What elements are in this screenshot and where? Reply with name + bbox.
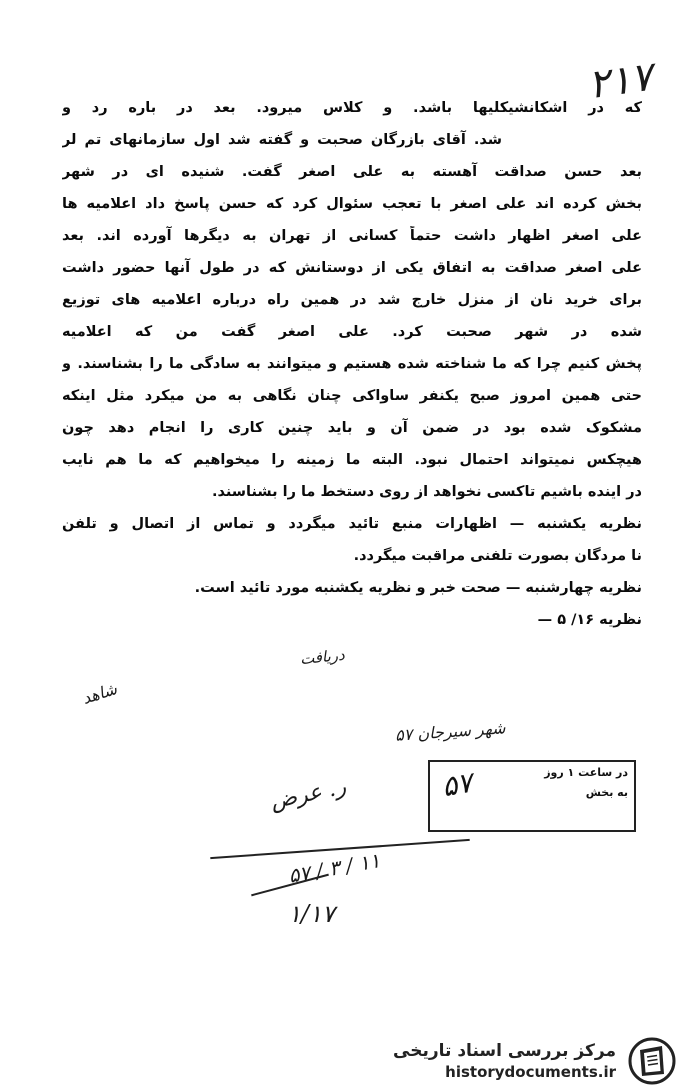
report-line: شد. آقای بازرگان صحبت و گفته شد اول سازمانهای تم لر (62, 132, 502, 148)
report-line: پخش کنیم چرا که ما شناخته شده هستیم و میتوانند به سادگی ما را بشناسند. و (62, 356, 642, 372)
handwritten-date-note: ۵۷ شهر سیرجان (394, 718, 507, 745)
signature-number: ۱/۱۷ (288, 900, 335, 928)
report-line: که در اشکانشیکلیها باشد. و کلاس میرود. بعد در باره رد و (62, 100, 642, 116)
report-line: علی اصغر اظهار داشت حتماً کسانی از تهران به دیگرها آورده اند. بعد (62, 228, 642, 244)
report-line: علی اصغر صداقت به اتفاق یکی از دوستانش که در طول آنها حضور داشت (62, 260, 642, 276)
report-line: شده در شهر صحبت کرد. علی اصغر گفت من که اعلامیه (62, 324, 642, 340)
report-line: بخش کرده اند علی اصغر با تعجب سئوال کرد که حسن پاسخ داد اعلامیه ها (62, 196, 642, 212)
report-line: نظریه یکشنبه — اظهارات منبع تائید میگردد و تماس از اتصال و تلفن (62, 516, 642, 532)
handwritten-page-number: ۲۱۷ (584, 53, 655, 109)
report-line: نظریه ۱۶/ ۵ — (537, 612, 642, 628)
watermark-url: historydocuments.ir (445, 1063, 616, 1081)
report-line: بعد حسن صداقت آهسته به علی اصغر گفت. شنیده ای در شهر (62, 164, 642, 180)
report-line: حتی همین امروز صبح یکنفر ساواکی چنان نگاهی به من میکرد مثل اینکه (62, 388, 642, 404)
typed-report-body (62, 98, 642, 642)
stamp-scribble: ۵۷ (439, 765, 475, 804)
report-line: مشکوک شده بود در ضمن آن و باید چنین کاری را انجام دهد چون (62, 420, 642, 436)
report-line: در اینده باشیم تاکسی نخواهد از روی دستخط ما را بشناسند. (211, 484, 642, 500)
signature-first: ر. عرض (268, 774, 349, 815)
archive-logo-icon (624, 1036, 680, 1086)
report-line: نا مردگان بصورت تلفنی مراقبت میگردد. (353, 548, 642, 564)
watermark-title: مرکز بررسی اسناد تاریخی (393, 1041, 616, 1061)
handwritten-inline-note: دریافت (299, 645, 346, 669)
report-line: برای خرید نان از منزل خارج شد در همین راه درباره اعلامیه های توزیع (62, 292, 642, 308)
watermark-text (393, 1040, 616, 1082)
stamp-time-row: در ساعت ۱ روز (544, 766, 628, 779)
report-line: نظریه چهارشنبه — صحت خبر و نظریه یکشنبه مورد تائید است. (194, 580, 642, 596)
signature-second: ۵۷ / ۳ / ۱۱ (286, 848, 383, 888)
received-stamp (428, 760, 636, 832)
stamp-department-row: به بخش (585, 786, 628, 799)
handwritten-margin-note: شاهد (79, 679, 120, 708)
report-line: هیچکس نمیتواند احتمال نبود. البته ما زمینه را میخواهیم که ما هم نایب (62, 452, 642, 468)
